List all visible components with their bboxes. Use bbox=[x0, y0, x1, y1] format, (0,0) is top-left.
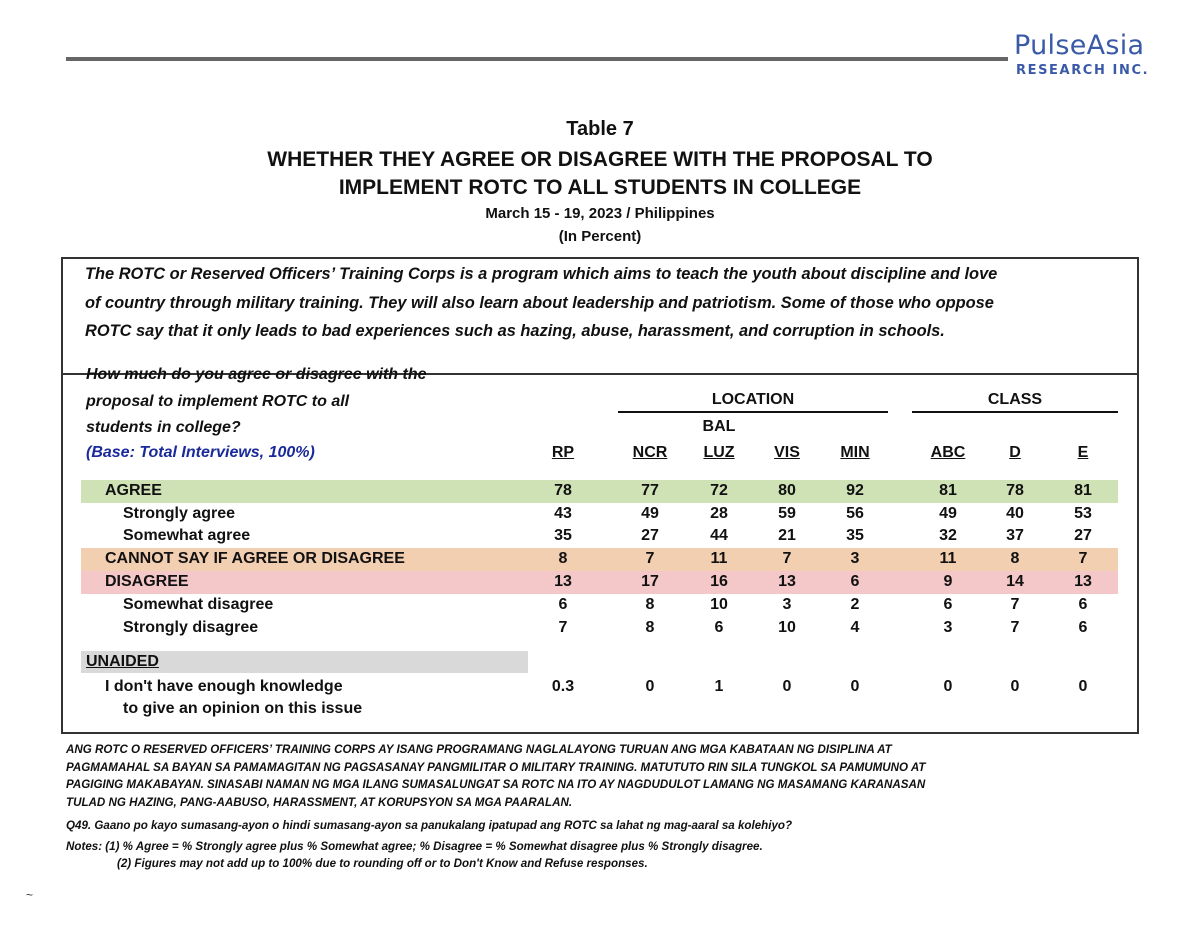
cell-d: 8 bbox=[1010, 550, 1020, 567]
cell-luz: 10 bbox=[710, 596, 728, 613]
cell-rp: 8 bbox=[558, 550, 568, 567]
location-group-header: LOCATION bbox=[711, 391, 795, 408]
table-title-line2: IMPLEMENT ROTC TO ALL STUDENTS IN COLLEGE bbox=[338, 176, 862, 199]
cell-abc: 49 bbox=[939, 505, 957, 522]
cell-luz: 28 bbox=[710, 505, 728, 522]
cell-rp: 7 bbox=[558, 619, 568, 636]
table-row bbox=[0, 548, 1200, 571]
cell-abc: 9 bbox=[943, 573, 953, 590]
question-line: proposal to implement ROTC to all bbox=[86, 392, 350, 410]
translation-line: PAGIGING MAKABAYAN. SINASABI NAMAN NG MGA ILANG SUMASALUNGAT SA ROTC NA ITO AY NAGDUDULOT LAMANG NG MASAMANG KARANASAN bbox=[66, 778, 926, 791]
question-line: students in college? bbox=[86, 419, 241, 436]
column-header-luz: LUZ bbox=[703, 444, 735, 461]
cell-vis: 7 bbox=[782, 550, 792, 567]
cell-min: 0 bbox=[850, 678, 860, 695]
cell-e: 0 bbox=[1078, 678, 1088, 695]
cell-ncr: 8 bbox=[645, 596, 655, 613]
row-label-continued: to give an opinion on this issue bbox=[123, 700, 363, 717]
survey-date: March 15 - 19, 2023 / Philippines bbox=[485, 205, 715, 222]
cell-rp: 43 bbox=[554, 505, 572, 522]
cell-d: 14 bbox=[1006, 573, 1024, 590]
cell-min: 92 bbox=[846, 482, 864, 499]
column-header-e: E bbox=[1077, 444, 1089, 461]
intro-line: ROTC say that it only leads to bad experiences such as hazing, abuse, harassment, and corruption in schools. bbox=[85, 322, 945, 340]
pulseasia-logo-subtitle: RESEARCH INC. bbox=[1016, 63, 1150, 78]
column-header-abc: ABC bbox=[930, 444, 966, 461]
unaided-header: UNAIDED bbox=[86, 653, 159, 670]
cell-e: 7 bbox=[1078, 550, 1088, 567]
cell-luz: 44 bbox=[710, 527, 728, 544]
row-label: CANNOT SAY IF AGREE OR DISAGREE bbox=[105, 550, 405, 567]
row-label: Strongly disagree bbox=[123, 619, 259, 636]
cell-min: 4 bbox=[850, 619, 860, 636]
table-row bbox=[0, 594, 1200, 617]
table-row bbox=[0, 503, 1200, 526]
cell-vis: 80 bbox=[778, 482, 796, 499]
row-label: Somewhat agree bbox=[123, 527, 251, 544]
note-1: Notes: (1) % Agree = % Strongly agree plus % Somewhat agree; % Disagree = % Somewhat disagree plus % Strongly disagree. bbox=[66, 840, 763, 853]
question-line: How much do you agree or disagree with the bbox=[86, 366, 427, 383]
row-label: AGREE bbox=[105, 482, 162, 499]
row-label: DISAGREE bbox=[105, 573, 189, 590]
cell-rp: 6 bbox=[558, 596, 568, 613]
pulseasia-logo: PulseAsia bbox=[1014, 30, 1145, 61]
table-row bbox=[0, 571, 1200, 594]
cell-d: 78 bbox=[1006, 482, 1024, 499]
table-row bbox=[0, 525, 1200, 548]
column-header-vis: VIS bbox=[774, 444, 800, 461]
cell-ncr: 7 bbox=[645, 550, 655, 567]
intro-line: The ROTC or Reserved Officers’ Training Corps is a program which aims to teach the youth about discipline and love bbox=[85, 265, 998, 283]
cell-e: 53 bbox=[1074, 505, 1092, 522]
translation-line: PAGMAMAHAL SA BAYAN SA PAMAMAGITAN NG PAGSASANAY PANGMILITAR O MILITARY TRAINING. MATUTUTO RIN SILA TUNGKOL SA PAMUMUNO AT bbox=[66, 760, 926, 774]
intro-line: of country through military training. They will also learn about leadership and patriotism. Some of those who oppose bbox=[85, 293, 994, 312]
translation-line: TULAD NG HAZING, PANG-AABUSO, HARASSMENT, AT KORUPSYON SA MGA PAARALAN. bbox=[66, 795, 573, 809]
cell-rp: 13 bbox=[554, 573, 572, 590]
cell-d: 7 bbox=[1010, 619, 1020, 636]
cell-e: 6 bbox=[1078, 596, 1088, 613]
table-number: Table 7 bbox=[566, 118, 634, 140]
cell-abc: 0 bbox=[943, 678, 953, 695]
cell-min: 35 bbox=[846, 527, 864, 544]
cell-vis: 21 bbox=[778, 527, 796, 544]
cell-luz: 11 bbox=[710, 550, 728, 567]
filipino-translation bbox=[66, 741, 1146, 811]
header-rule bbox=[66, 57, 1008, 61]
cell-vis: 59 bbox=[778, 505, 796, 522]
cell-abc: 6 bbox=[943, 596, 953, 613]
table-row bbox=[0, 617, 1200, 640]
cell-min: 3 bbox=[850, 550, 860, 567]
intro-text bbox=[85, 260, 1125, 346]
row-label: I don't have enough knowledge bbox=[105, 678, 343, 695]
column-header-d: D bbox=[1009, 444, 1021, 461]
location-group-rule bbox=[618, 411, 888, 413]
cell-ncr: 17 bbox=[641, 573, 659, 590]
cell-d: 0 bbox=[1010, 678, 1020, 695]
column-header-min: MIN bbox=[840, 444, 870, 461]
table-row-unaided bbox=[0, 676, 1200, 699]
cell-ncr: 77 bbox=[641, 482, 659, 499]
cell-abc: 81 bbox=[939, 482, 957, 499]
cell-luz: 1 bbox=[714, 678, 724, 695]
cell-e: 27 bbox=[1074, 527, 1092, 544]
cell-ncr: 8 bbox=[645, 619, 655, 636]
column-header-rp: RP bbox=[551, 444, 575, 461]
unit-label: (In Percent) bbox=[558, 228, 642, 245]
cell-e: 6 bbox=[1078, 619, 1088, 636]
translation-line: ANG ROTC O RESERVED OFFICERS’ TRAINING CORPS AY ISANG PROGRAMANG NAGLALAYONG TURUAN ANG MGA KABATAAN NG DISIPLINA AT bbox=[66, 743, 892, 756]
cell-ncr: 49 bbox=[641, 505, 659, 522]
cell-rp: 35 bbox=[554, 527, 572, 544]
cell-abc: 11 bbox=[939, 550, 957, 567]
cell-vis: 10 bbox=[778, 619, 796, 636]
cell-ncr: 0 bbox=[645, 678, 655, 695]
cell-vis: 0 bbox=[782, 678, 792, 695]
cell-luz: 72 bbox=[710, 482, 728, 499]
cell-min: 2 bbox=[850, 596, 860, 613]
column-header-ncr: NCR bbox=[632, 444, 668, 461]
cell-e: 81 bbox=[1074, 482, 1092, 499]
row-label: Strongly agree bbox=[123, 505, 236, 522]
class-group-rule bbox=[912, 411, 1118, 413]
margin-mark: ~ bbox=[26, 888, 34, 902]
cell-vis: 13 bbox=[778, 573, 796, 590]
cell-d: 7 bbox=[1010, 596, 1020, 613]
cell-luz: 6 bbox=[714, 619, 724, 636]
cell-min: 6 bbox=[850, 573, 860, 590]
cell-vis: 3 bbox=[782, 596, 792, 613]
cell-e: 13 bbox=[1074, 573, 1092, 590]
bal-label: BAL bbox=[702, 418, 736, 435]
cell-abc: 32 bbox=[939, 527, 957, 544]
table-title-line1: WHETHER THEY AGREE OR DISAGREE WITH THE PROPOSAL TO bbox=[267, 148, 933, 171]
cell-luz: 16 bbox=[710, 573, 728, 590]
cell-d: 37 bbox=[1006, 527, 1024, 544]
cell-rp: 0.3 bbox=[551, 678, 575, 695]
cell-d: 40 bbox=[1006, 505, 1024, 522]
survey-question bbox=[86, 362, 427, 442]
cell-min: 56 bbox=[846, 505, 864, 522]
cell-rp: 78 bbox=[554, 482, 572, 499]
cell-abc: 3 bbox=[943, 619, 953, 636]
question-q49: Q49. Gaano po kayo sumasang-ayon o hindi sumasang-ayon sa panukalang ipatupad ang ROTC sa lahat ng mag-aaral sa kolehiyo? bbox=[66, 819, 793, 832]
cell-ncr: 27 bbox=[641, 527, 659, 544]
class-group-header: CLASS bbox=[987, 391, 1043, 408]
row-label: Somewhat disagree bbox=[123, 596, 274, 613]
table-row bbox=[0, 480, 1200, 503]
base-note: (Base: Total Interviews, 100%) bbox=[86, 444, 315, 461]
note-2: (2) Figures may not add up to 100% due to rounding off or to Don't Know and Refuse responses. bbox=[117, 857, 648, 870]
